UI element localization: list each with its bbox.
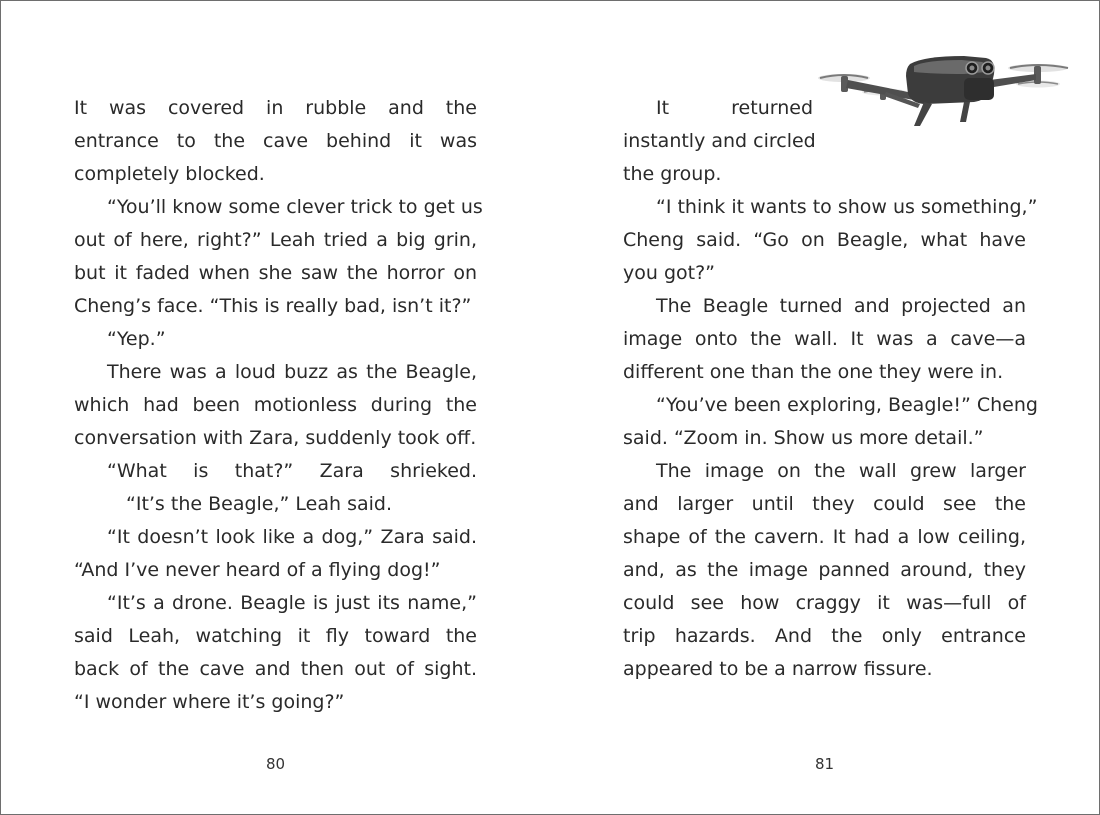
text-line: trip hazards. And the only entrance (623, 625, 1026, 647)
text-line: said Leah, watching it fly toward the (74, 625, 477, 647)
page-number: 80 (266, 755, 286, 773)
text-line: “It’s a drone. Beagle is just its name,” (107, 592, 477, 614)
text-line: out of here, right?” Leah tried a big grin, (74, 229, 477, 251)
text-line: “It’s the Beagle,” Leah said. (126, 493, 392, 515)
text-line: The Beagle turned and projected an (656, 295, 1026, 317)
text-line: Cheng’s face. “This is really bad, isn’t it?” (74, 295, 472, 317)
text-line: back of the cave and then out of sight. (74, 658, 477, 680)
text-line: appeared to be a narrow fissure. (623, 658, 933, 680)
text-line: completely blocked. (74, 163, 265, 185)
text-line: different one than the one they were in. (623, 361, 1004, 383)
text-line: “You’ve been exploring, Beagle!” Cheng (656, 394, 1038, 416)
text-line: “I wonder where it’s going?” (74, 691, 345, 713)
text-line: Cheng said. “Go on Beagle, what have (623, 229, 1026, 251)
text-line: “Yep.” (107, 328, 166, 350)
text-line: “I think it wants to show us something,” (656, 196, 1038, 218)
right-page (623, 92, 1038, 686)
left-page (74, 92, 483, 719)
text-line: could see how craggy it was—full of (623, 592, 1026, 614)
text-line: “You’ll know some clever trick to get us (107, 196, 483, 218)
page-number: 81 (815, 755, 835, 773)
text-line: and larger until they could see the (623, 493, 1026, 515)
text-line: It returned (656, 97, 813, 119)
text-line: The image on the wall grew larger (656, 460, 1026, 482)
text-line: “What is that?” Zara shrieked. (107, 460, 477, 482)
text-line: which had been motionless during the (74, 394, 477, 416)
text-line: conversation with Zara, suddenly took off. (74, 427, 477, 449)
text-line: entrance to the cave behind it was (74, 130, 477, 152)
text-line: image onto the wall. It was a cave—a (623, 328, 1026, 350)
text-line: shape of the cavern. It had a low ceiling, (623, 526, 1026, 548)
text-line: There was a loud buzz as the Beagle, (107, 361, 477, 383)
text-line: It was covered in rubble and the (74, 97, 477, 119)
drone-icon (814, 48, 1076, 132)
text-line: but it faded when she saw the horror on (74, 262, 477, 284)
text-line: you got?” (623, 262, 716, 284)
text-line: “And I’ve never heard of a flying dog!” (74, 559, 441, 581)
text-line: said. “Zoom in. Show us more detail.” (623, 427, 984, 449)
text-line: “It doesn’t look like a dog,” Zara said. (107, 526, 477, 548)
text-line: and, as the image panned around, they (623, 559, 1026, 581)
text-line: instantly and circled (623, 130, 816, 152)
text-line: the group. (623, 163, 722, 185)
